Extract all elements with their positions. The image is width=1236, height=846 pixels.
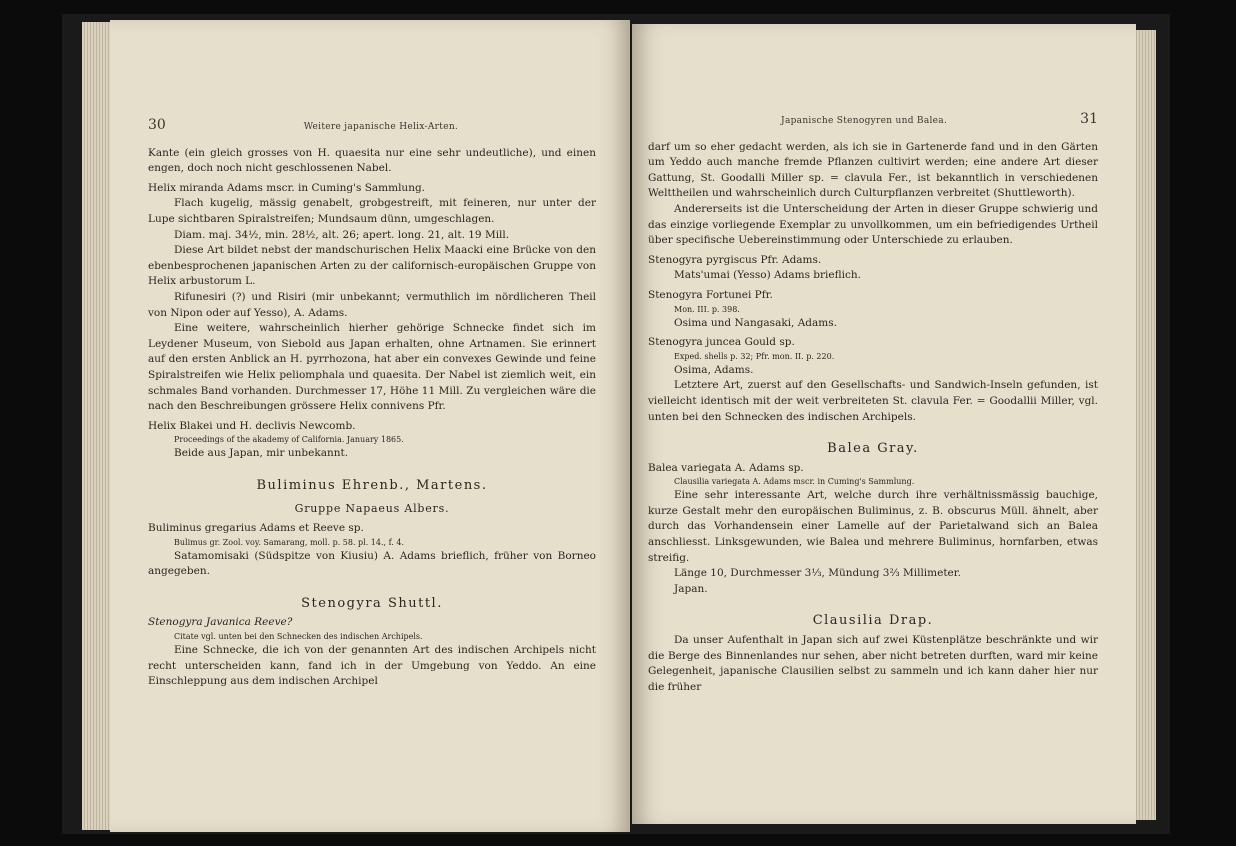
citation: Citate vgl. unten bei den Schnecken des indischen Archipels. — [174, 632, 423, 642]
left-page-content — [148, 118, 596, 690]
paragraph: Eine weitere, wahrscheinlich hierher gehörige Schnecke findet sich im Leydener Museum, von Siebold aus Japan erhalten, ohne Artnamen. Sie erinnert auf den ersten Anblick an H. pyrrhozona, hat aber ein convexes Gewinde und feine Spiralstreifen wie Helix peliomphala und quaesita. Der Nabel ist ziemlich weit, ein schmales Band vorhanden. Durchmesser 17, Höhe 11 Mill. Zu vergleichen wäre die nach den Beschreibungen grössere Helix connivens Pfr. — [148, 322, 596, 413]
species-heading: Buliminus gregarius Adams et Reeve sp. — [148, 522, 364, 535]
paragraph: Eine Schnecke, die ich von der genannten Art des indischen Archipels nicht recht unterscheiden kann, fand ich in der Umgebung von Yeddo. An eine Einschleppung aus dem indischen Archipel — [148, 644, 596, 688]
paragraph: darf um so eher gedacht werden, als ich sie in Gartenerde fand und in den Gärten um Yeddo auch manche fremde Pflanzen cultivirt werden; eine andere Art dieser Gattung, St. Goodalli Miller sp. = clavula Fer., ist bekanntlich in verschiedenen Welttheilen und wahrscheinlich durch Culturpflanzen verbreitet (Shuttleworth). — [648, 140, 1098, 200]
paragraph: Satamomisaki (Südspitze von Kiusiu) A. Adams brieflich, früher von Borneo angegeben. — [148, 549, 596, 578]
citation: Mon. III. p. 398. — [674, 304, 740, 314]
citation: Exped. shells p. 32; Pfr. mon. II. p. 220. — [674, 351, 835, 361]
section-heading: Clausilia Drap. — [812, 613, 934, 629]
left-page-number: 30 — [148, 117, 166, 133]
species-heading: Stenogyra Fortunei Pfr. — [648, 288, 773, 301]
species-heading: Helix miranda Adams mscr. in Cuming's Sammlung. — [148, 181, 426, 194]
paragraph: Beide aus Japan, mir unbekannt. — [174, 447, 349, 460]
section-heading: Buliminus Ehrenb., Martens. — [256, 477, 488, 493]
right-page-number: 31 — [1080, 111, 1098, 127]
citation: Bulimus gr. Zool. voy. Samarang, moll. p. 58. pl. 14., f. 4. — [174, 537, 405, 547]
species-heading: Stenogyra juncea Gould sp. — [648, 336, 795, 349]
right-running-title: Japanische Stenogyren und Balea. — [781, 116, 948, 126]
paragraph: Letztere Art, zuerst auf den Gesellschafts- und Sandwich-Inseln gefunden, ist vielleicht identisch mit der weit verbreiteten St. clavula Fer. = Goodallii Miller, vgl. unten bei den Schnecken des indischen Archipels. — [648, 379, 1098, 423]
species-heading: Balea variegata A. Adams sp. — [648, 461, 804, 474]
left-running-head — [148, 118, 596, 136]
species-heading: Stenogyra Javanica Reeve? — [148, 616, 293, 629]
right-page-content — [648, 112, 1098, 695]
paragraph: Länge 10, Durchmesser 3⅓, Mündung 3⅔ Millimeter. — [674, 567, 961, 580]
paragraph: Japan. — [674, 582, 708, 595]
citation: Proceedings of the akademy of California. January 1865. — [174, 435, 404, 445]
right-body-text — [648, 140, 1098, 696]
right-running-head — [648, 112, 1098, 130]
citation: Clausilia variegata A. Adams mscr. in Cuming's Sammlung. — [674, 477, 915, 487]
paragraph: Osima, Adams. — [674, 363, 754, 376]
section-heading: Stenogyra Shuttl. — [301, 595, 443, 611]
left-body-text — [148, 146, 596, 690]
species-heading: Stenogyra pyrgiscus Pfr. Adams. — [648, 253, 822, 266]
paragraph: Osima und Nangasaki, Adams. — [674, 316, 837, 329]
paragraph: Eine sehr interessante Art, welche durch ihre verhältnissmässig bauchige, kurze Gestalt mehr den europäischen Buliminus, z. B. obscurus Müll. ähnelt, aber durch das Vorhandensein einer Lamelle auf der Parietalwand sich an Balea anschliesst. Linksgewunden, wie Balea und mehrere Buliminus, hornfarben, etwas streifig. — [648, 489, 1098, 564]
paragraph: Diese Art bildet nebst der mandschurischen Helix Maacki eine Brücke von den ebenbesprochenen japanischen Arten zu der californisch-europäischen Gruppe von Helix arbustorum L. — [148, 244, 596, 288]
paragraph: Diam. maj. 34½, min. 28½, alt. 26; apert. long. 21, alt. 19 Mill. — [174, 228, 510, 241]
section-heading: Balea Gray. — [827, 441, 919, 457]
subsection-heading: Gruppe Napaeus Albers. — [294, 502, 450, 516]
paragraph: Kante (ein gleich grosses von H. quaesita nur eine sehr undeutliche), und einen engen, doch noch nicht geschlossenen Nabel. — [148, 146, 596, 175]
paragraph: Mats'umai (Yesso) Adams brieflich. — [674, 269, 861, 282]
species-heading: Helix Blakei und H. declivis Newcomb. — [148, 419, 356, 432]
paragraph: Rifunesiri (?) und Risiri (mir unbekannt; vermuthlich im nördlicheren Theil von Nipon oder auf Yesso), A. Adams. — [148, 290, 596, 319]
paragraph: Da unser Aufenthalt in Japan sich auf zwei Küstenplätze beschränkte und wir die Berge des Binnenlandes nur sehen, aber nicht betreten durften, ward mir keine Gelegenheit, japanische Clausilien selbst zu sammeln und ich kann daher hier nur die früher — [648, 634, 1098, 693]
paragraph: Flach kugelig, mässig genabelt, grobgestreift, mit feineren, nur unter der Lupe sichtbaren Spiralstreifen; Mundsaum dünn, umgeschlagen. — [148, 197, 596, 225]
paragraph: Andererseits ist die Unterscheidung der Arten in dieser Gruppe schwierig und das einzige vorliegende Exemplar zu unvollkommen, um ein befriedigendes Urtheil über specifische Uebereinstimmung oder Unterschiede zu erlauben. — [648, 202, 1098, 247]
left-running-title: Weitere japanische Helix-Arten. — [303, 122, 459, 132]
